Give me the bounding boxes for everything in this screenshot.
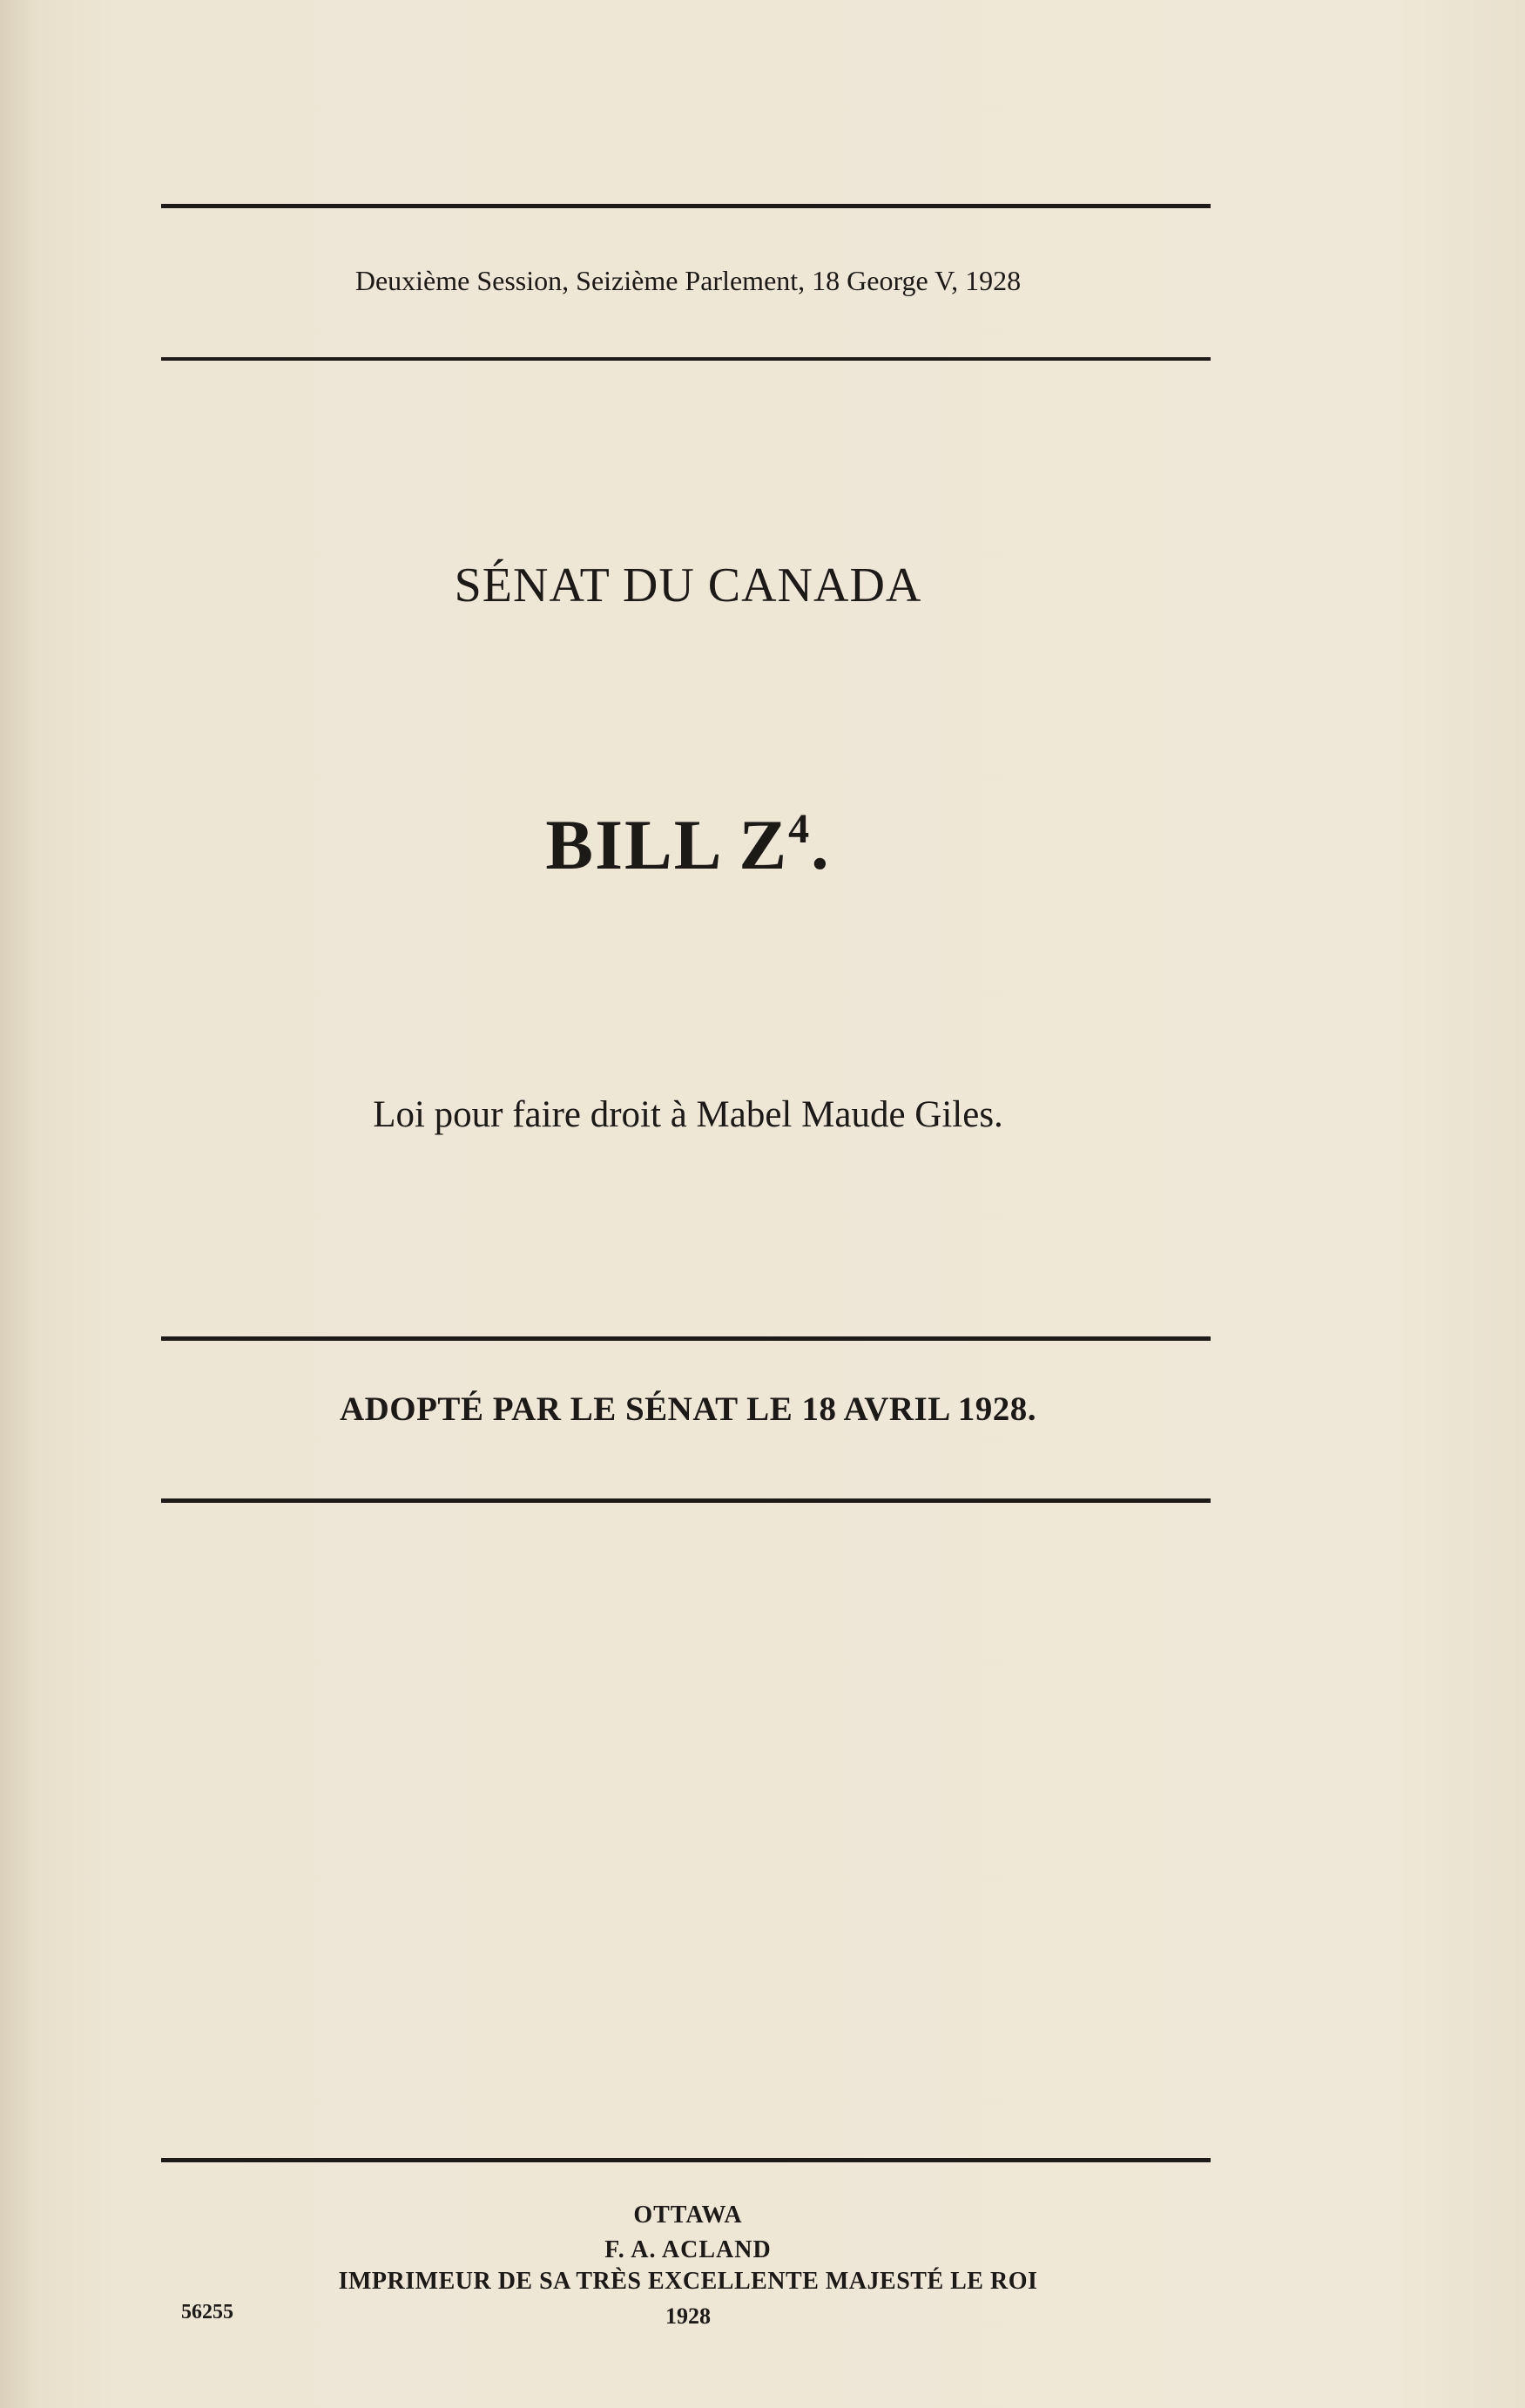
printing-city: OTTAWA xyxy=(633,2202,743,2229)
adoption-statement: ADOPTÉ PAR LE SÉNAT LE 18 AVRIL 1928. xyxy=(339,1390,1037,1428)
printer-name: F. A. ACLAND xyxy=(604,2236,772,2263)
session-rule xyxy=(161,357,1211,361)
print-number: 56255 xyxy=(181,2301,233,2323)
senate-heading: SÉNAT DU CANADA xyxy=(454,558,922,612)
bill-period: . xyxy=(811,805,831,884)
printer-title: IMPRIMEUR DE SA TRÈS EXCELLENTE MAJESTÉ LE ROI xyxy=(338,2268,1038,2295)
bill-label: BILL Z xyxy=(545,805,789,884)
bill-number xyxy=(0,804,1376,886)
footer-rule xyxy=(161,2158,1211,2162)
bill-title: Loi pour faire droit à Mabel Maude Giles. xyxy=(373,1094,1003,1135)
top-rule xyxy=(161,204,1211,208)
printing-year: 1928 xyxy=(665,2303,711,2329)
adopted-bottom-rule xyxy=(161,1498,1211,1503)
session-line: Deuxième Session, Seizième Parlement, 18 George V, 1928 xyxy=(354,265,1022,296)
adopted-top-rule xyxy=(161,1336,1211,1341)
bill-superscript: 4 xyxy=(788,806,812,852)
